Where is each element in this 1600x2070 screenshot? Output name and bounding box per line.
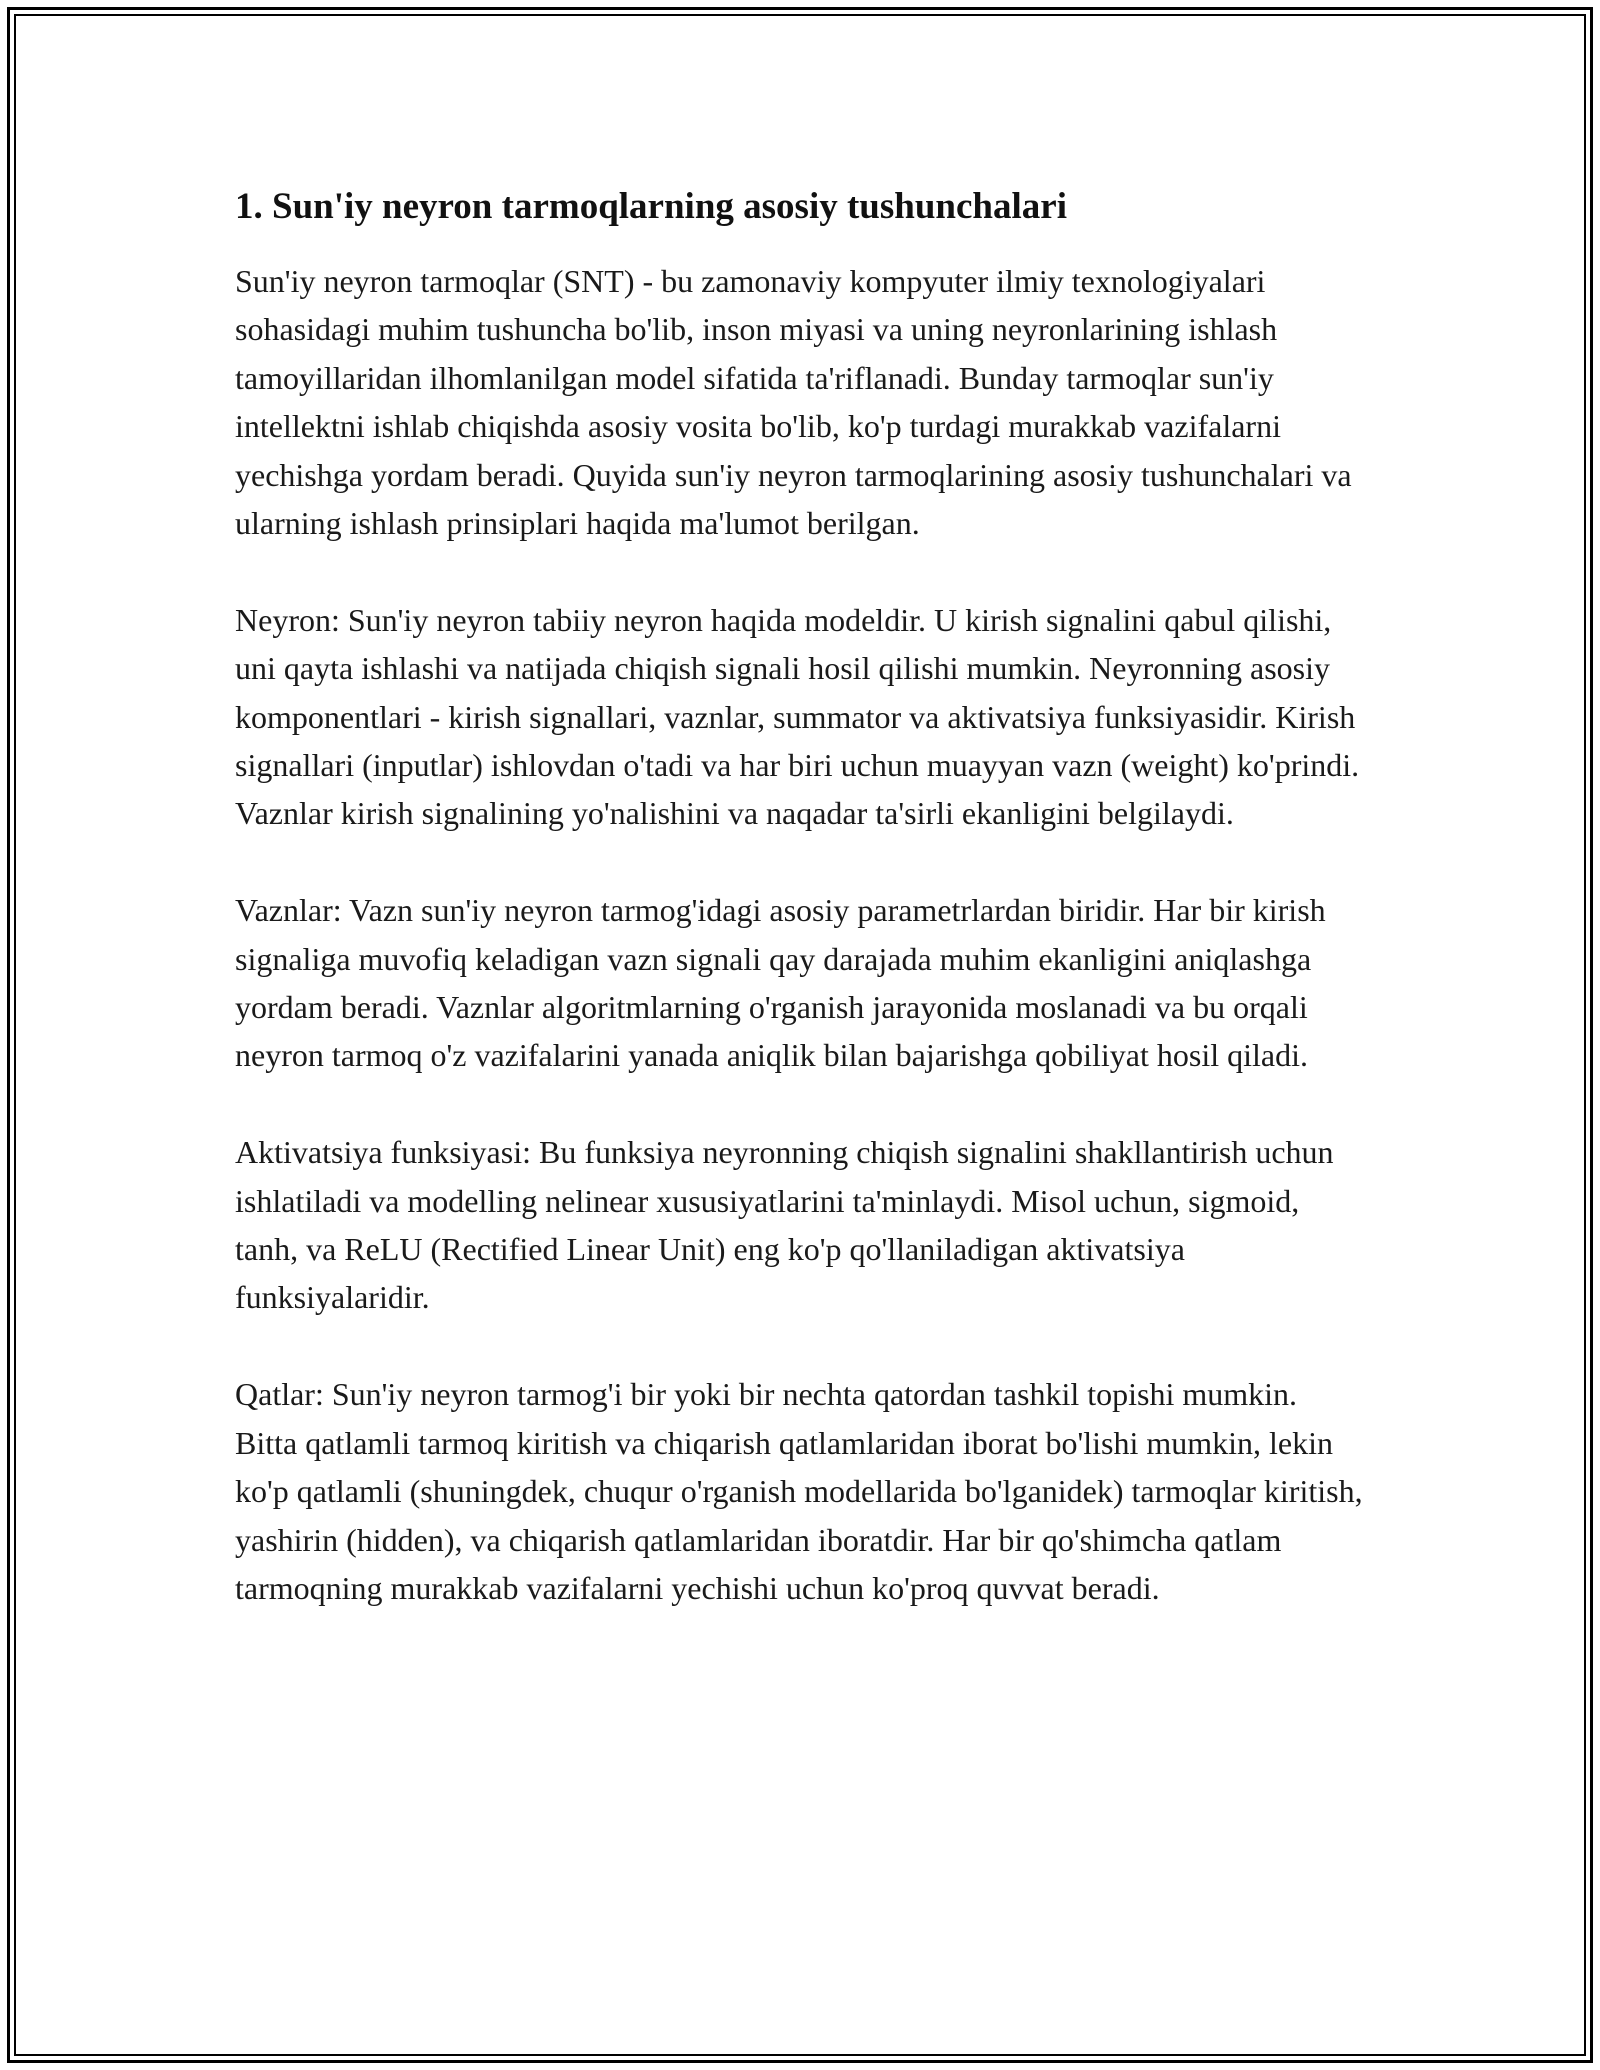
paragraph-intro: Sun'iy neyron tarmoqlar (SNT) - bu zamonaviy kompyuter ilmiy texnologiyalari sohasidagi muhim tushuncha bo'lib, inson miyasi va uning neyronlarining ishlash tamoyillaridan ilhomlanilgan model sifatida ta'riflanadi. Bunday tarmoqlar sun'iy intellektni ishlab chiqishda asosiy vosita bo'lib, ko'p turdagi murakkab vazifalarni yechishga yordam beradi. Quyida sun'iy neyron tarmoqlarining asosiy tushunchalari va ularning ishlash prinsiplari haqida ma'lumot berilgan. bbox=[235, 263, 1352, 542]
document-body bbox=[235, 185, 1365, 1661]
paragraph-qatlar: Qatlar: Sun'iy neyron tarmog'i bir yoki bir nechta qatordan tashkil topishi mumkin. Bitta qatlamli tarmoq kiritish va chiqarish qatlamlaridan iborat bo'lishi mumkin, lekin ko'p qatlamli (shuningdek, chuqur o'rganish modellarida bo'lganidek) tarmoqlar kiritish, yashirin (hidden), va chiqarish qatlamlaridan iboratdir. Har bir qo'shimcha qatlam tarmoqning murakkab vazifalarni yechishi uchun ko'proq quvvat beradi. bbox=[235, 1376, 1363, 1606]
paragraph-aktivatsiya: Aktivatsiya funksiyasi: Bu funksiya neyronning chiqish signalini shakllantirish uchun ishlatiladi va modelling nelinear xususiyatlarini ta'minlaydi. Misol uchun, sigmoid, tanh, va ReLU (Rectified Linear Unit) eng ko'p qo'llaniladigan aktivatsiya funksiyalaridir. bbox=[235, 1134, 1334, 1316]
paragraph-neyron: Neyron: Sun'iy neyron tabiiy neyron haqida modeldir. U kirish signalini qabul qilishi, uni qayta ishlashi va natijada chiqish signali hosil qilishi mumkin. Neyronning asosiy komponentlari - kirish signallari, vaznlar, summator va aktivatsiya funksiyasidir. Kirish signallari (inputlar) ishlovdan o'tadi va har biri uchun muayyan vazn (weight) ko'prindi. Vaznlar kirish signalining yo'nalishini va naqadar ta'sirli ekanligini belgilaydi. bbox=[235, 601, 1360, 832]
paragraph-vaznlar: Vaznlar: Vazn sun'iy neyron tarmog'idagi asosiy parametrlardan biridir. Har bir kirish signaliga muvofiq keladigan vazn signali qay darajada muhim ekanligini aniqlashga yordam beradi. Vaznlar algoritmlarning o'rganish jarayonida moslanadi va bu orqali neyron tarmoq o'z vazifalarini yanada aniqlik bilan bajarishga qobiliyat hosil qiladi. bbox=[235, 892, 1326, 1074]
section-heading: 1. Sun'iy neyron tarmoqlarning asosiy tushunchalari bbox=[235, 186, 1067, 227]
